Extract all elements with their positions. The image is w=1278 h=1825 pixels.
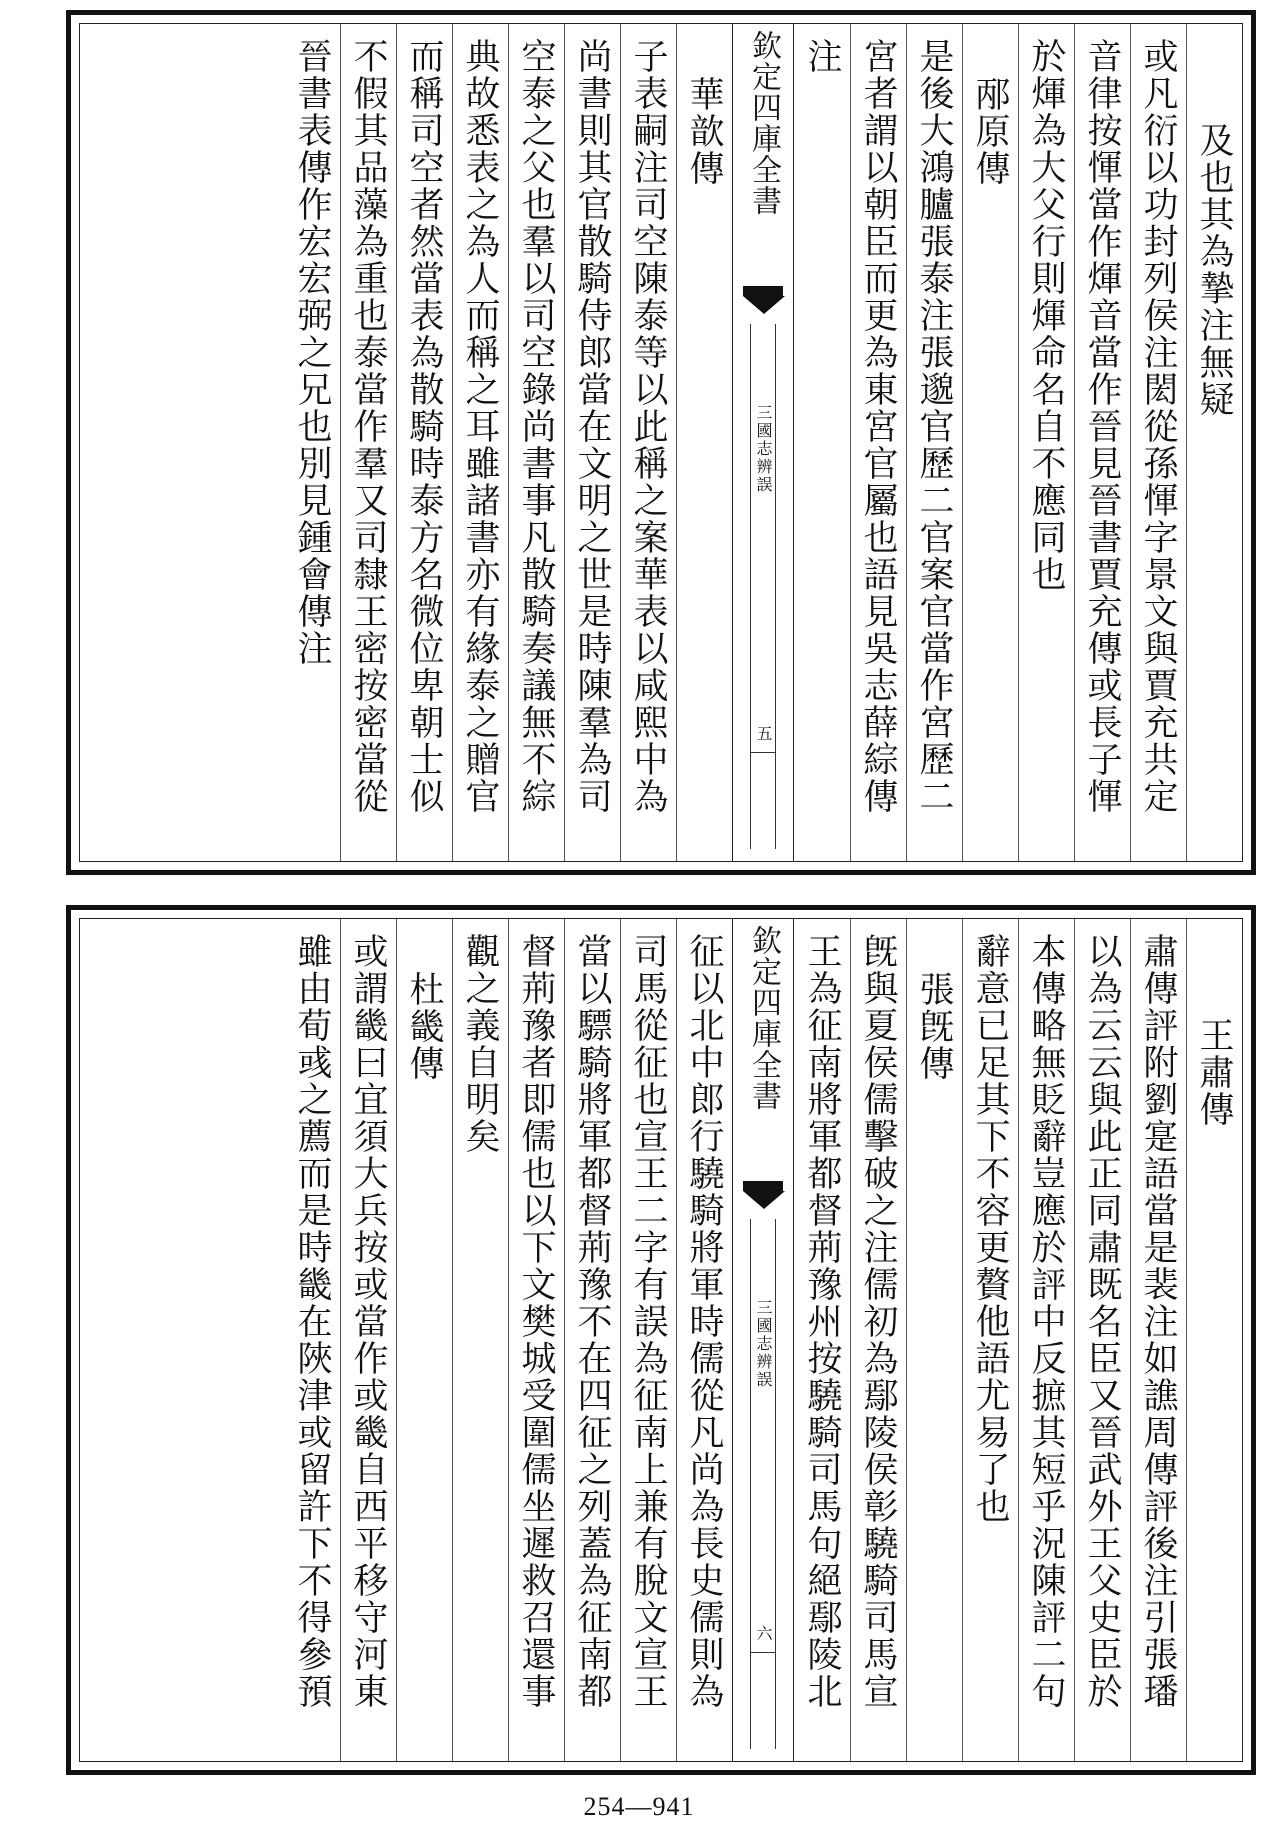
text-column: 觀之義自明矣 xyxy=(452,919,508,1761)
text-column: 宮者謂以朝臣而更為東宮官屬也語見吳志薛綜傳 xyxy=(850,24,906,861)
gutter-band xyxy=(750,324,776,849)
page-top xyxy=(66,10,1256,875)
page-bottom xyxy=(66,905,1256,1775)
page-footer-number: 254—941 xyxy=(583,1792,695,1821)
text-column: 征以北中郎行驍騎將軍時儒從凡尚為長史儒則為 xyxy=(676,919,732,1761)
center-gutter-top xyxy=(732,24,794,861)
gutter-divider xyxy=(750,752,776,753)
text-column: 或謂畿曰宜須大兵按或當作或畿自西平移守河東 xyxy=(340,919,396,1761)
text-column: 子表嗣注司空陳泰等以此稱之案華表以咸熙中為 xyxy=(620,24,676,861)
text-column: 或凡衍以功封列侯注閎從孫惲字景文與賈充共定 xyxy=(1130,24,1186,861)
section-heading: 張旣傳 xyxy=(906,919,962,1761)
text-column: 王為征南將軍都督荊豫州按驍騎司馬句絕鄢陵北 xyxy=(802,933,842,1710)
gutter-page-number: 五 xyxy=(754,725,773,741)
text-column: 尚書則其官散騎侍郎當在文明之世是時陳羣為司 xyxy=(564,24,620,861)
text-column: 及也其為摯注無疑 xyxy=(1186,24,1242,861)
gutter-page-number: 六 xyxy=(754,1625,773,1641)
gutter-book-title: 三國志辨誤 xyxy=(754,404,773,494)
center-gutter-bottom xyxy=(732,919,794,1761)
text-column: 而稱司空者然當表為散騎時泰方名微位卑朝士似 xyxy=(396,24,452,861)
gutter-divider xyxy=(750,1652,776,1653)
text-column: 不假其品藻為重也泰當作羣又司隸王密按密當從 xyxy=(340,24,396,861)
gutter-book-title: 三國志辨誤 xyxy=(754,1299,773,1389)
text-column: 音律按惲當作煇音當作晉見晉書賈充傳或長子惲 xyxy=(1074,24,1130,861)
text-column: 注 xyxy=(802,38,842,75)
text-column: 晉書表傳作宏宏弼之兄也別見鍾會傳注 xyxy=(292,38,332,667)
text-frame-top xyxy=(79,23,1243,862)
fishtail-mark xyxy=(743,1181,783,1215)
text-column: 督荊豫者即儒也以下文樊城受圍儒坐遲救召還事 xyxy=(508,919,564,1761)
text-column: 本傳略無貶辭豈應於評中反摭其短乎況陳評二句 xyxy=(1018,919,1074,1761)
section-heading: 杜畿傳 xyxy=(396,919,452,1761)
text-column: 以為云云與此正同肅既名臣又晉武外王父史臣於 xyxy=(1074,919,1130,1761)
section-heading: 華歆傳 xyxy=(676,24,732,861)
section-heading: 王肅傳 xyxy=(1186,919,1242,1761)
text-column: 司馬從征也宣王二字有誤為征南上兼有脫文宣王 xyxy=(620,919,676,1761)
text-column: 是後大鴻臚張泰注張邈官歷二官案官當作宮歷二 xyxy=(906,24,962,861)
text-column: 典故悉表之為人而稱之耳雖諸書亦有緣泰之贈官 xyxy=(452,24,508,861)
gutter-title: 欽定四庫全書 xyxy=(746,925,781,1111)
text-column: 雖由荀彧之薦而是時畿在陜津或留許下不得參預 xyxy=(292,933,332,1710)
text-column: 旣與夏侯儒擊破之注儒初為鄢陵侯彰驍騎司馬宣 xyxy=(850,919,906,1761)
text-column: 當以驃騎將軍都督荊豫不在四征之列蓋為征南都 xyxy=(564,919,620,1761)
text-column: 辭意已足其下不容更贅他語尤易了也 xyxy=(962,919,1018,1761)
text-frame-bottom xyxy=(79,918,1243,1762)
gutter-title: 欽定四庫全書 xyxy=(746,30,781,216)
text-column: 肅傳評附劉寔語當是裴注如譙周傳評後注引張璠 xyxy=(1130,919,1186,1761)
text-column: 空泰之父也羣以司空錄尚書事凡散騎奏議無不綜 xyxy=(508,24,564,861)
text-column: 於煇為大父行則煇命名自不應同也 xyxy=(1018,24,1074,861)
section-heading: 邴原傳 xyxy=(962,24,1018,861)
fishtail-mark xyxy=(743,286,783,320)
